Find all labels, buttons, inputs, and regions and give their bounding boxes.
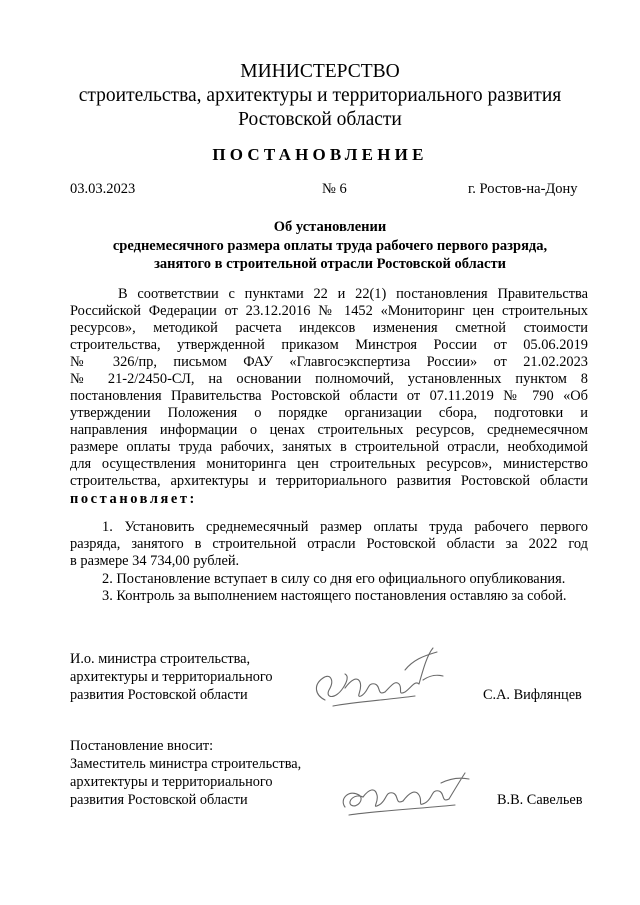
- submitter-name: В.В. Савельев: [497, 792, 583, 808]
- submitter-line: Постановление вносит:: [70, 738, 214, 754]
- preamble-line: строительства, архитектуры и территориального развития Ростовской области: [70, 473, 588, 489]
- item-3: 3. Контроль за выполнением настоящего постановления оставляю за собой.: [102, 588, 567, 604]
- document-place: г. Ростов-на-Дону: [468, 181, 578, 197]
- signatory-position-line: И.о. министра строительства,: [70, 651, 251, 667]
- preamble-line: № 21-2/2450-СЛ, на основании полномочий, установленных пунктом 8: [70, 371, 588, 387]
- preamble-line: № 326/пр, письмом ФАУ «Главгосэкспертиза России» от 21.02.2023: [70, 354, 588, 370]
- preamble-line: размере оплаты труда рабочих, занятых в строительной отрасли, необходимой: [70, 439, 588, 455]
- subject-line: занятого в строительной отрасли Ростовской области: [154, 256, 506, 272]
- submitter-block: [70, 737, 301, 809]
- preamble-line: утверждении Положения о порядке организации сбора, подготовки и: [70, 405, 588, 421]
- ministry-region: Ростовской области: [238, 109, 402, 130]
- signatory-name: С.А. Вифлянцев: [483, 687, 582, 703]
- signatory-position: [70, 650, 273, 704]
- signature-image: [335, 765, 475, 825]
- submitter-line: архитектуры и территориального: [70, 774, 273, 790]
- item-2: 2. Постановление вступает в силу со дня его официального опубликования.: [102, 571, 566, 587]
- ministry-subtitle: строительства, архитектуры и территориального развития: [78, 85, 562, 106]
- signatory-position-line: развития Ростовской области: [70, 687, 248, 703]
- item-1-line: разряда, занятого в строительной отрасли Ростовской области за 2022 год: [70, 536, 588, 552]
- preamble-line: строительства, утвержденной приказом Минстроя России от 05.06.2019: [70, 337, 588, 353]
- preamble-line: постановления Правительства Ростовской области от 07.11.2019 № 790 «Об: [70, 388, 588, 404]
- document-type-title: ПОСТАНОВЛЕНИЕ: [212, 145, 428, 164]
- item-1-line: в размере 34 734,00 рублей.: [70, 553, 240, 569]
- subject-line: среднемесячного размера оплаты труда рабочего первого разряда,: [112, 237, 548, 254]
- ministry-name: МИНИСТЕРСТВО: [240, 61, 400, 82]
- decree-word: постановляет:: [70, 491, 197, 507]
- preamble-line: для осуществления мониторинга цен строительных ресурсов», министерство: [70, 456, 588, 472]
- preamble-line: направления информации о ценах строительных ресурсов, среднемесячном: [70, 422, 588, 438]
- subject-line: Об установлении: [273, 219, 387, 235]
- signatory-position-line: архитектуры и территориального: [70, 669, 273, 685]
- submitter-line: Заместитель министра строительства,: [70, 756, 302, 772]
- document-date: 03.03.2023: [70, 181, 136, 197]
- preamble-line: Российской Федерации от 23.12.2016 № 1452 «Мониторинг цен строительных: [70, 303, 588, 319]
- preamble-line: В соответствии с пунктами 22 и 22(1) постановления Правительства: [118, 286, 588, 302]
- submitter-line: развития Ростовской области: [70, 792, 248, 808]
- signature-image: [305, 640, 465, 720]
- document-subject: [60, 218, 600, 274]
- document-number: № 6: [322, 181, 347, 197]
- item-1-line: 1. Установить среднемесячный размер оплаты труда рабочего первого: [102, 519, 588, 535]
- preamble-line: ресурсов», методикой расчета индексов изменения сметной стоимости: [70, 320, 588, 336]
